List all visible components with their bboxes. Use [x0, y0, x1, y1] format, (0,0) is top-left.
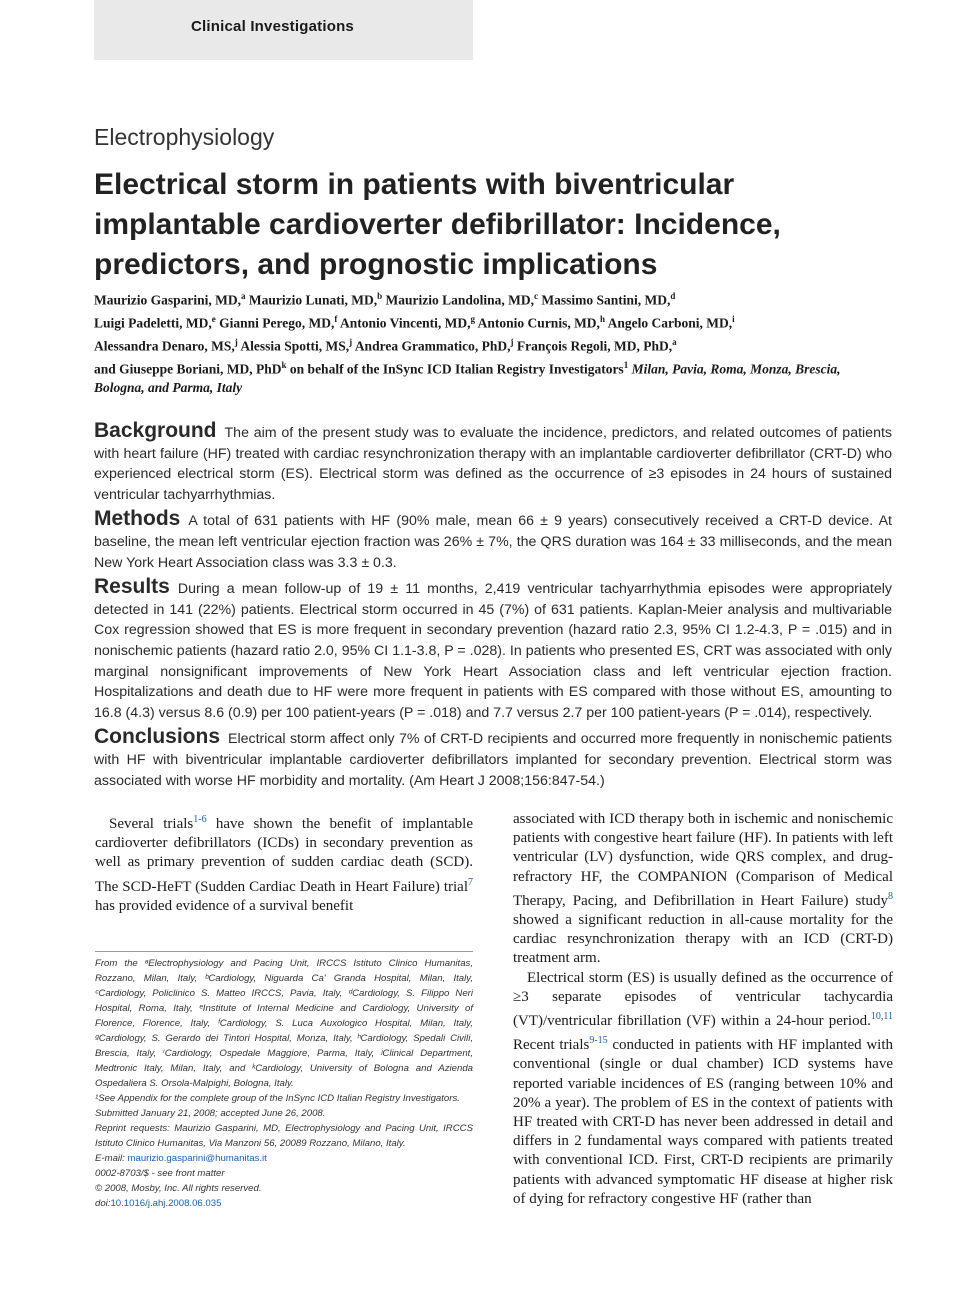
footnote-doi: doi:10.1016/j.ahj.2008.06.035 [95, 1198, 222, 1209]
email-link[interactable]: maurizio.gasparini@humanitas.it [127, 1153, 267, 1164]
author-affiliation: Milan, Pavia, Roma, Monza, Brescia, Bologna, and Parma, Italy [94, 361, 841, 395]
author: Antonio Curnis, MD, [477, 315, 600, 331]
body-column-left [95, 810, 473, 916]
author: François Regoli, MD, PhD, [516, 338, 673, 354]
abstract-heading: Results [94, 575, 170, 599]
author: Gianni Perego, MD, [219, 315, 335, 331]
reference-link[interactable]: 10,11 [870, 1011, 893, 1023]
body-column-right [513, 810, 893, 1209]
footnote-issn: 0002-8703/$ - see front matter [95, 1168, 225, 1179]
author: Maurizio Gasparini, MD, [94, 292, 241, 308]
footnotes [95, 956, 473, 1211]
abstract-conclusions: Conclusions Electrical storm affect only 7% of CRT-D recipients and occurred more frequently in nonischemic patients with HF with biventricular implantable cardioverter defibrillators implanted for secondary prevention. Electrical storm was associated with worse HF morbidity and mortality. (Am Heart J 2008;156:847-54.) [94, 725, 892, 789]
footnote-reprints: Reprint requests: Maurizio Gasparini, MD, Electrophysiology and Pacing Unit, IRCCS Istituto Clinico Humanitas, Via Manzoni 56, 20089 Rozzano, Milano, Italy. [95, 1123, 473, 1149]
abstract-background: Background The aim of the present study was to evaluate the incidence, predictors, and related outcomes of patients with heart failure (HF) treated with cardiac resynchronization therapy with an implantable cardioverter defibrillator (CRT-D) who experienced electrical storm (ES). Electrical storm was defined as the occurrence of ≥3 episodes in 24 hours of sustained ventricular tachyarrhythmias. [94, 419, 892, 503]
author: and Giuseppe Boriani, MD, PhD [94, 361, 282, 377]
author: Antonio Vincenti, MD, [340, 315, 471, 331]
body-paragraph: Electrical storm (ES) is usually defined as the occurrence of ≥3 separate episodes of ventricular tachycardia (VT)/ventricular fibrillation (VF) within a 24-hour period.$^{10,11}$ Recent trials$^{9-15}$ conducted in patients with HF implanted with conventional (single or dual chamber) ICD systems have reported variable incidences of ES (ranging between 10% and 20% a year). The problem of ES in the context of patients with HF treated with CRT-D has never been addressed in detail and differs in 2 fundamental ways compared with patients treated with conventional ICD. First, CRT-D recipients are primarily patients with advanced symptomatic HF disease at higher risk of dying for refractory congestive HF (rather than [513, 969, 893, 1207]
footnote-affiliations: From the ᵃElectrophysiology and Pacing Unit, IRCCS Istituto Clinico Humanitas, Rozzano, Milan, Italy, ᵇCardiology, Niguarda Ca' Granda Hospital, Milan, Italy, ᶜCardiology, Policlinico S. Matteo IRCCS, Pavia, Italy, ᵈCardiology, S. Filippo Neri Hospital, Roma, Italy, ᵉInstitute of Internal Medicine and Cardiology, University of Florence, Florence, Italy, ᶠCardiology, S. Luca Auxologico Hospital, Milan, Italy, ᵍCardiology, S. Gerardo dei Tintori Hospital, Monza, Italy, ʰCardiology, Spedali Civili, Brescia, Italy, ⁱCardiology, Ospedale Maggiore, Parma, Italy, ʲClinical Department, Medtronic Italy, Milan, Italy, and ᵏCardiology, University of Bologna and Azienda Ospedaliera S. Orsola-Malpighi, Bologna, Italy. [95, 958, 473, 1089]
author: Andrea Grammatico, PhD, [354, 338, 511, 354]
author: Luigi Padeletti, MD, [94, 315, 212, 331]
author: Maurizio Lunati, MD, [248, 292, 378, 308]
author: Angelo Carboni, MD, [607, 315, 733, 331]
doi-link[interactable]: 10.1016/j.ahj.2008.06.035 [110, 1198, 222, 1209]
section-heading: Electrophysiology [94, 124, 275, 150]
author: Alessandra Denaro, MS, [94, 338, 235, 354]
body-paragraph: associated with ICD therapy both in ischemic and nonischemic patients with congestive heart failure (HF). In patients with left ventricular (LV) dysfunction, wide QRS complex, and drug-refractory HF, the COMPANION (Comparison of Medical Therapy, Pacing, and Defibrillation in Heart Failure) study$^8$ showed a significant reduction in all-cause mortality for the cardiac resynchronization therapy with an ICD (CRT-D) treatment arm. [513, 811, 893, 967]
body-paragraph: Several trials$^{1-6}$ have shown the benefit of implantable cardioverter defibrillators (ICDs) in secondary prevention as well as primary prevention of sudden cardiac death (SCD). The SCD-HeFT (Sudden Cardiac Death in Heart Failure) trial$^7$ has provided evidence of a survival benefit [95, 814, 473, 914]
reference-link[interactable]: 9-15 [589, 1035, 608, 1047]
footnote-divider [95, 951, 473, 952]
footnote-email: E-mail: maurizio.gasparini@humanitas.it [95, 1153, 267, 1164]
abstract [94, 421, 892, 795]
reference-link[interactable]: 1-6 [193, 814, 207, 825]
footnote-copyright: © 2008, Mosby, Inc. All rights reserved. [95, 1183, 262, 1194]
reference-link[interactable]: 8 [888, 890, 893, 902]
author: Massimo Santini, MD, [541, 292, 671, 308]
author-list: Maurizio Gasparini, MD,$^a$ Maurizio Lunati, MD,$^b$ Maurizio Landolina, MD,$^c$ Massimo Santini, MD,$^d$ Luigi Padeletti, MD,$^e$ Gianni Perego, MD,$^f$ Antonio Vincenti, MD,$^g$ Antonio Curnis, MD,$^h$ Angelo Carboni, MD,$^i$ Alessandra Denaro, MS,$^j$ Alessia Spotti, MS,$^j$ Andrea Grammatico, PhD,$^j$ François Regoli, MD, PhD,$^a$ and Giuseppe Boriani, MD, PhD$^k$ on behalf of the InSync ICD Italian Registry Investigators$^1$ Milan, Pavia, Roma, Monza, Brescia, Bologna, and Parma, Italy [94, 291, 841, 395]
footnote-submitted: Submitted January 21, 2008; accepted June 26, 2008. [95, 1108, 326, 1119]
abstract-heading: Background [94, 419, 217, 442]
abstract-results: Results During a mean follow-up of 19 ± 11 months, 2,419 ventricular tachyarrhythmia episodes were appropriately detected in 141 (22%) patients. Electrical storm occurred in 45 (7%) of 631 patients. Kaplan-Meier analysis and multivariable Cox regression showed that ES is more frequent in secondary prevention (hazard ratio 2.3, 95% CI 1.2-4.3, P = .015) and in nonischemic patients (hazard ratio 2.0, 95% CI 1.1-3.8, P = .028). In patients who presented ES, CRT was associated with only marginal nonsignificant improvements of New York Heart Association class and left ventricular ejection fraction. Hospitalizations and death due to HF were more frequent in patients with ES compared with those without ES, amounting to 16.8 (4.3) versus 8.6 (0.9) per 100 patient-years (P = .018) and 7.7 versus 2.7 per 100 patient-years (P = .014), respectively. [94, 575, 892, 721]
author: Maurizio Landolina, MD, [385, 292, 535, 308]
reference-link[interactable]: 7 [468, 876, 473, 888]
article-title: Electrical storm in patients with biventricular implantable cardioverter defibrillator: Incidence, predictors, and prognostic implications [94, 168, 781, 281]
abstract-methods: Methods A total of 631 patients with HF (90% male, mean 66 ± 9 years) consecutively received a CRT-D device. At baseline, the mean left ventricular ejection fraction was 26% ± 7%, the QRS duration was 164 ± 33 milliseconds, and the mean New York Heart Association class was 3.3 ± 0.3. [94, 507, 892, 571]
abstract-heading: Conclusions [94, 725, 221, 749]
journal-section-label: Clinical Investigations [191, 18, 354, 35]
footnote-appendix: ¹See Appendix for the complete group of the InSync ICD Italian Registry Investigators. [95, 1093, 460, 1104]
abstract-heading: Methods [94, 507, 181, 531]
author-group: on behalf of the InSync ICD Italian Registry Investigators [289, 361, 624, 377]
author: Alessia Spotti, MS, [240, 338, 350, 354]
